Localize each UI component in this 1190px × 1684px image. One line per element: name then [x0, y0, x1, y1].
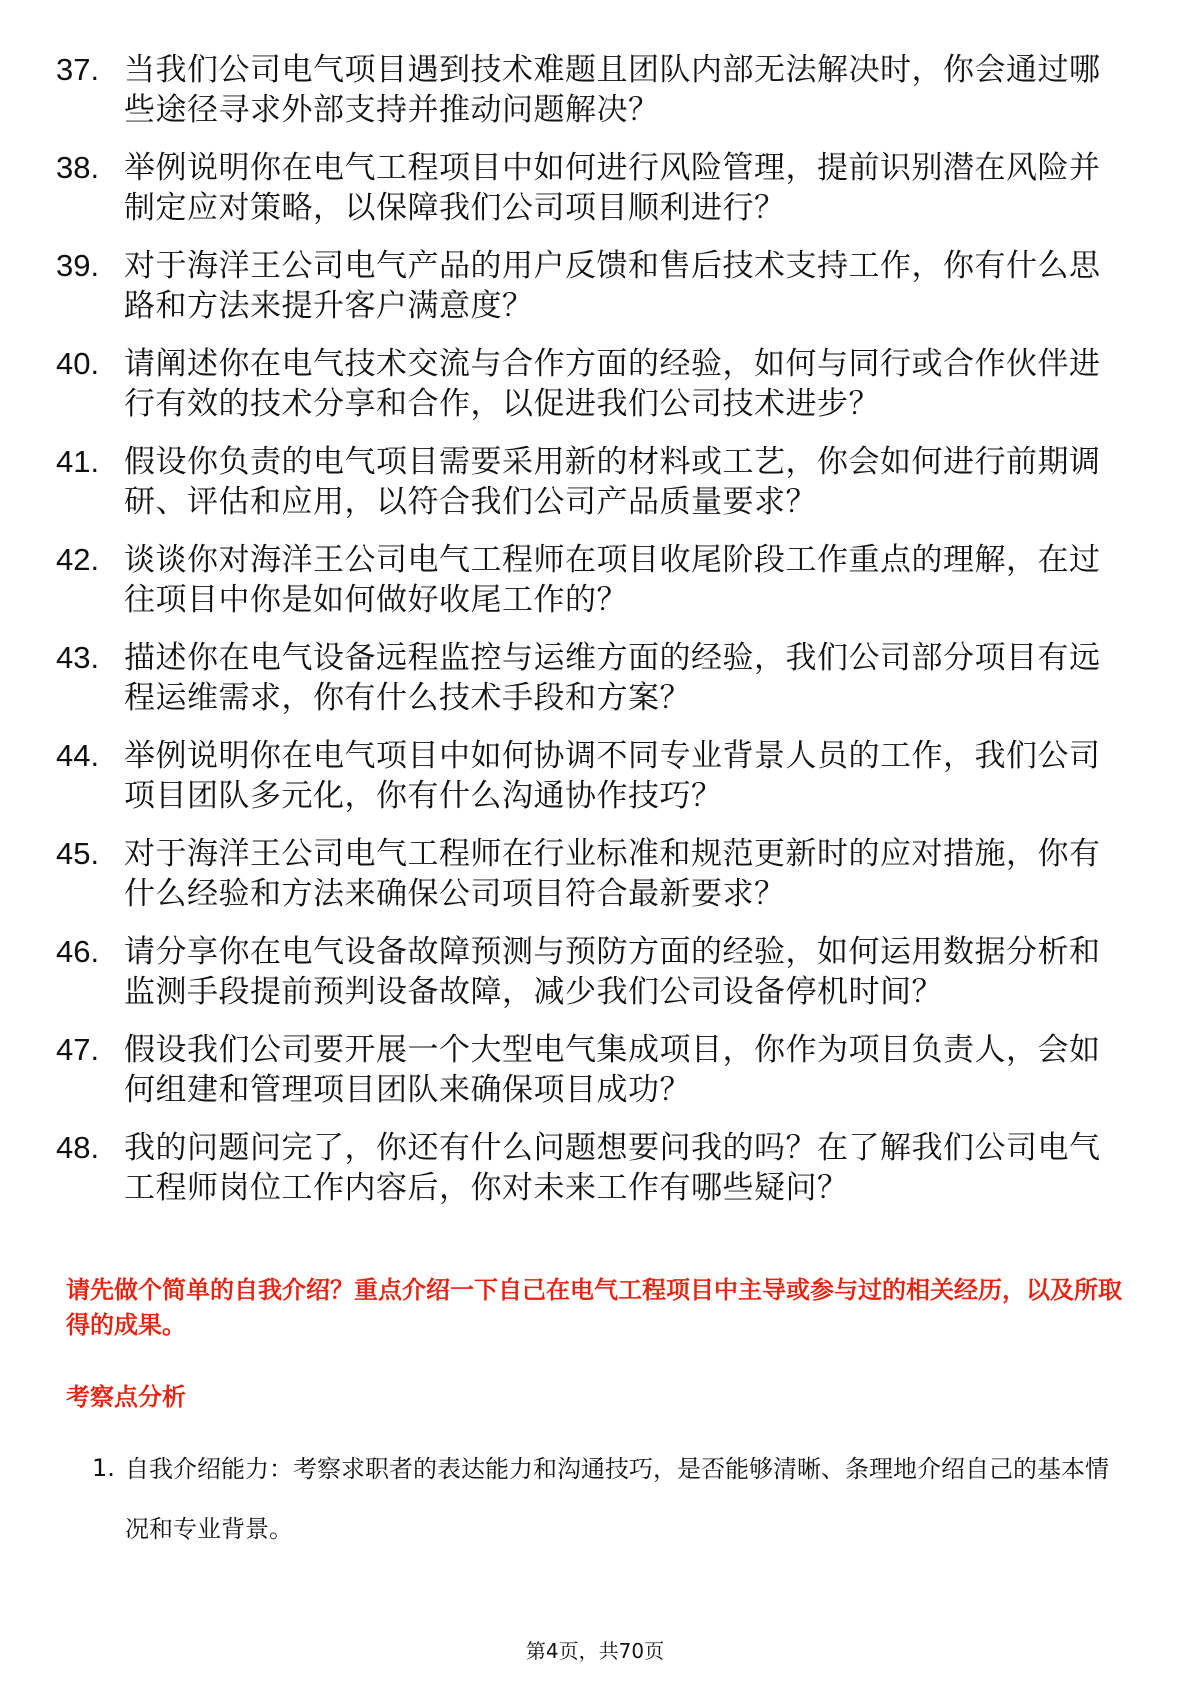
question-item — [0, 540, 1190, 620]
question-text: 请阐述你在电气技术交流与合作方面的经验，如何与同行或合作伙伴进行有效的技术分享和合作，以促进我们公司技术进步？ — [124, 346, 1101, 422]
analysis-list-item — [0, 1450, 1190, 1570]
analysis-item-number: 1. — [92, 1454, 115, 1482]
page-footer: 第4页，共70页 — [525, 1639, 665, 1663]
question-number: 43. — [56, 640, 100, 675]
question-number: 38. — [56, 150, 100, 185]
question-number: 44. — [56, 738, 100, 773]
question-item — [0, 932, 1190, 1012]
question-number: 48. — [56, 1130, 100, 1165]
question-number: 37. — [56, 52, 100, 87]
question-text: 我的问题问完了，你还有什么问题想要问我的吗？在了解我们公司电气工程师岗位工作内容后，你对未来工作有哪些疑问？ — [124, 1130, 1101, 1206]
question-item — [0, 344, 1190, 424]
question-text: 当我们公司电气项目遇到技术难题且团队内部无法解决时，你会通过哪些途径寻求外部支持并推动问题解决？ — [124, 52, 1101, 128]
question-item — [0, 736, 1190, 816]
question-number: 45. — [56, 836, 100, 871]
question-number: 42. — [56, 542, 100, 577]
question-text: 描述你在电气设备远程监控与运维方面的经验，我们公司部分项目有远程运维需求，你有什么技术手段和方案？ — [124, 640, 1101, 716]
question-number: 39. — [56, 248, 100, 283]
question-item — [0, 148, 1190, 228]
question-item — [0, 246, 1190, 326]
question-text: 对于海洋王公司电气工程师在行业标准和规范更新时的应对措施，你有什么经验和方法来确保公司项目符合最新要求？ — [124, 836, 1101, 912]
highlighted-question: 请先做个简单的自我介绍？重点介绍一下自己在电气工程项目中主导或参与过的相关经历，以及所取得的成果。 — [66, 1276, 1122, 1339]
question-item — [0, 442, 1190, 522]
question-list — [0, 50, 1190, 1226]
question-text: 举例说明你在电气项目中如何协调不同专业背景人员的工作，我们公司项目团队多元化，你有什么沟通协作技巧？ — [124, 738, 1101, 814]
question-number: 46. — [56, 934, 100, 969]
analysis-item-text: 自我介绍能力：考察求职者的表达能力和沟通技巧，是否能够清晰、条理地介绍自己的基本情况和专业背景。 — [125, 1455, 1109, 1543]
question-text: 举例说明你在电气工程项目中如何进行风险管理，提前识别潜在风险并制定应对策略，以保障我们公司项目顺利进行？ — [124, 150, 1101, 226]
question-text: 假设你负责的电气项目需要采用新的材料或工艺，你会如何进行前期调研、评估和应用，以符合我们公司产品质量要求？ — [124, 444, 1101, 520]
question-text: 对于海洋王公司电气产品的用户反馈和售后技术支持工作，你有什么思路和方法来提升客户满意度？ — [124, 248, 1101, 324]
analysis-title: 考察点分析 — [66, 1383, 186, 1411]
question-item — [0, 638, 1190, 718]
question-number: 47. — [56, 1032, 100, 1067]
question-text: 请分享你在电气设备故障预测与预防方面的经验，如何运用数据分析和监测手段提前预判设备故障，减少我们公司设备停机时间？ — [124, 934, 1101, 1010]
question-number: 40. — [56, 346, 100, 381]
question-number: 41. — [56, 444, 100, 479]
question-item — [0, 834, 1190, 914]
question-item — [0, 1128, 1190, 1208]
question-item — [0, 1030, 1190, 1110]
question-item — [0, 50, 1190, 130]
question-text: 谈谈你对海洋王公司电气工程师在项目收尾阶段工作重点的理解，在过往项目中你是如何做好收尾工作的？ — [124, 542, 1101, 618]
question-text: 假设我们公司要开展一个大型电气集成项目，你作为项目负责人，会如何组建和管理项目团队来确保项目成功？ — [124, 1032, 1101, 1108]
